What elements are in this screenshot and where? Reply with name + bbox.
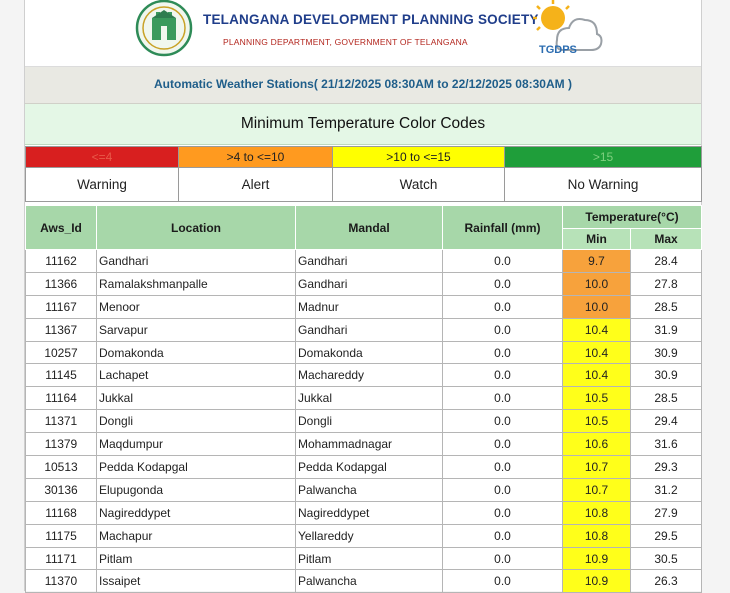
cell-aws-id: 11366 (26, 272, 97, 295)
table-row (26, 501, 702, 524)
cell-location: Ramalakshmanpalle (97, 272, 296, 295)
code-label-no-warning: No Warning (505, 168, 702, 202)
cell-rainfall: 0.0 (443, 341, 563, 364)
table-row (26, 387, 702, 410)
weather-data-table (25, 205, 702, 593)
cell-mandal: Pedda Kodapgal (296, 456, 443, 479)
cell-mandal: Madnur (296, 295, 443, 318)
telangana-emblem-logo (128, 0, 200, 58)
cell-aws-id: 11175 (26, 524, 97, 547)
cell-min-temp: 10.8 (563, 524, 631, 547)
cell-rainfall: 0.0 (443, 547, 563, 570)
table-row (26, 250, 702, 273)
cell-rainfall: 0.0 (443, 501, 563, 524)
table-row (26, 524, 702, 547)
table-row (26, 272, 702, 295)
cell-mandal: Palwancha (296, 478, 443, 501)
cell-min-temp: 10.8 (563, 501, 631, 524)
cell-mandal: Machareddy (296, 364, 443, 387)
cell-mandal: Yellareddy (296, 524, 443, 547)
cell-location: Machapur (97, 524, 296, 547)
cell-max-temp: 29.3 (631, 456, 702, 479)
cell-max-temp: 31.2 (631, 478, 702, 501)
cell-mandal: Domakonda (296, 341, 443, 364)
code-range-watch: >10 to <=15 (333, 147, 505, 168)
cell-max-temp: 30.5 (631, 547, 702, 570)
cell-aws-id: 11168 (26, 501, 97, 524)
cell-aws-id: 11370 (26, 570, 97, 593)
code-range-alert: >4 to <=10 (179, 147, 333, 168)
cell-rainfall: 0.0 (443, 410, 563, 433)
cell-location: Elupugonda (97, 478, 296, 501)
table-row (26, 318, 702, 341)
cell-rainfall: 0.0 (443, 570, 563, 593)
header-mandal: Mandal (296, 206, 443, 250)
cell-max-temp: 26.3 (631, 570, 702, 593)
cell-aws-id: 11171 (26, 547, 97, 570)
cell-mandal: Dongli (296, 410, 443, 433)
cell-rainfall: 0.0 (443, 272, 563, 295)
cell-mandal: Mohammadnagar (296, 433, 443, 456)
cell-rainfall: 0.0 (443, 433, 563, 456)
color-codes-table (25, 146, 702, 202)
code-label-warning: Warning (26, 168, 179, 202)
cell-aws-id: 11367 (26, 318, 97, 341)
header-aws-id: Aws_Id (26, 206, 97, 250)
cell-aws-id: 11145 (26, 364, 97, 387)
cell-rainfall: 0.0 (443, 250, 563, 273)
cell-aws-id: 11164 (26, 387, 97, 410)
header-rainfall: Rainfall (mm) (443, 206, 563, 250)
cell-max-temp: 29.4 (631, 410, 702, 433)
cell-min-temp: 10.9 (563, 547, 631, 570)
cell-max-temp: 29.5 (631, 524, 702, 547)
cell-aws-id: 10513 (26, 456, 97, 479)
cell-min-temp: 10.4 (563, 341, 631, 364)
cell-min-temp: 10.0 (563, 272, 631, 295)
cell-min-temp: 10.6 (563, 433, 631, 456)
code-label-alert: Alert (179, 168, 333, 202)
cell-max-temp: 30.9 (631, 364, 702, 387)
org-name: TELANGANA DEVELOPMENT PLANNING SOCIETY (203, 12, 539, 27)
table-body (26, 250, 702, 593)
cell-location: Menoor (97, 295, 296, 318)
cell-max-temp: 28.4 (631, 250, 702, 273)
cell-location: Sarvapur (97, 318, 296, 341)
cell-mandal: Nagireddypet (296, 501, 443, 524)
cell-min-temp: 9.7 (563, 250, 631, 273)
cell-max-temp: 27.9 (631, 501, 702, 524)
cell-aws-id: 11379 (26, 433, 97, 456)
cell-mandal: Pitlam (296, 547, 443, 570)
header-temperature: Temperature(°C) (563, 206, 702, 229)
cell-max-temp: 31.9 (631, 318, 702, 341)
cell-max-temp: 28.5 (631, 387, 702, 410)
page (24, 0, 702, 591)
table-row (26, 341, 702, 364)
cell-mandal: Gandhari (296, 272, 443, 295)
color-codes-title: Minimum Temperature Color Codes (25, 104, 701, 145)
code-label-watch: Watch (333, 168, 505, 202)
cell-location: Pedda Kodapgal (97, 456, 296, 479)
cell-location: Issaipet (97, 570, 296, 593)
cell-max-temp: 30.9 (631, 341, 702, 364)
cell-min-temp: 10.7 (563, 456, 631, 479)
table-row (26, 410, 702, 433)
cell-rainfall: 0.0 (443, 318, 563, 341)
header-max: Max (631, 229, 702, 250)
cell-rainfall: 0.0 (443, 478, 563, 501)
cell-rainfall: 0.0 (443, 456, 563, 479)
org-subtitle: PLANNING DEPARTMENT, GOVERNMENT OF TELANGANA (223, 37, 468, 47)
cell-max-temp: 31.6 (631, 433, 702, 456)
cell-location: Nagireddypet (97, 501, 296, 524)
cell-location: Maqdumpur (97, 433, 296, 456)
cell-min-temp: 10.0 (563, 295, 631, 318)
cell-rainfall: 0.0 (443, 524, 563, 547)
cell-max-temp: 28.5 (631, 295, 702, 318)
cell-min-temp: 10.4 (563, 364, 631, 387)
tgdps-logo-text: TGDPS (539, 44, 577, 56)
cell-aws-id: 30136 (26, 478, 97, 501)
table-row (26, 364, 702, 387)
cell-location: Gandhari (97, 250, 296, 273)
header-location: Location (97, 206, 296, 250)
header-min: Min (563, 229, 631, 250)
stations-title: Automatic Weather Stations( 21/12/2025 08:30AM to 22/12/2025 08:30AM ) (154, 77, 572, 91)
table-row (26, 295, 702, 318)
cell-mandal: Palwancha (296, 570, 443, 593)
site-header (25, 0, 701, 67)
code-range-warning: <=4 (26, 147, 179, 168)
cell-aws-id: 10257 (26, 341, 97, 364)
stations-bar (25, 67, 701, 104)
cell-min-temp: 10.5 (563, 410, 631, 433)
cell-min-temp: 10.5 (563, 387, 631, 410)
cell-rainfall: 0.0 (443, 364, 563, 387)
code-range-no-warning: >15 (505, 147, 702, 168)
table-row (26, 547, 702, 570)
cell-location: Domakonda (97, 341, 296, 364)
table-row (26, 570, 702, 593)
cell-location: Pitlam (97, 547, 296, 570)
table-row (26, 478, 702, 501)
cell-location: Dongli (97, 410, 296, 433)
cell-aws-id: 11167 (26, 295, 97, 318)
cell-aws-id: 11371 (26, 410, 97, 433)
cell-mandal: Gandhari (296, 250, 443, 273)
cell-rainfall: 0.0 (443, 387, 563, 410)
cell-mandal: Gandhari (296, 318, 443, 341)
cell-location: Jukkal (97, 387, 296, 410)
table-row (26, 456, 702, 479)
cell-min-temp: 10.4 (563, 318, 631, 341)
cell-min-temp: 10.7 (563, 478, 631, 501)
cell-location: Lachapet (97, 364, 296, 387)
cell-rainfall: 0.0 (443, 295, 563, 318)
cell-max-temp: 27.8 (631, 272, 702, 295)
cell-aws-id: 11162 (26, 250, 97, 273)
cell-mandal: Jukkal (296, 387, 443, 410)
table-row (26, 433, 702, 456)
cell-min-temp: 10.9 (563, 570, 631, 593)
